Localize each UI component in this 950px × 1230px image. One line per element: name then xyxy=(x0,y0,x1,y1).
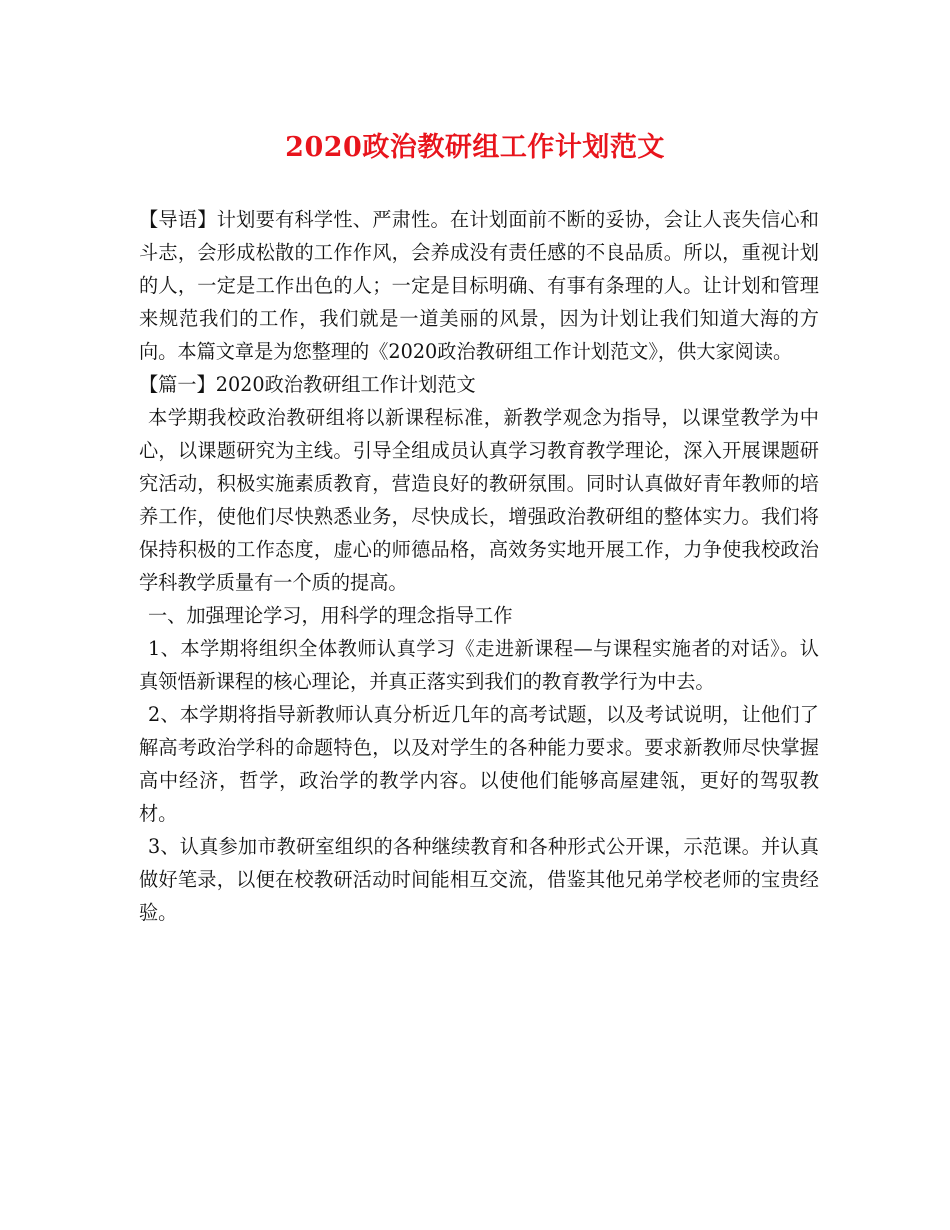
body-paragraph: 本学期我校政治教研组将以新课程标准，新教学观念为指导，以课堂教学为中心，以课题研究为主线。引导全组成员认真学习教育教学理论，深入开展课题研究活动，积极实施素质教育，营造良好的教研氛围。同时认真做好青年教师的培养工作，使他们尽快熟悉业务，尽快成长，增强政治教研组的整体实力。我们将保持积极的工作态度，虚心的师德品格，高效务实地开展工作，力争使我校政治学科教学质量有一个质的提高。 xyxy=(139,406,819,594)
document-body xyxy=(139,203,819,929)
list-item-1: 1、本学期将组织全体教师认真学习《走进新课程—与课程实施者的对话》。认真领悟新课程的核心理论，并真正落实到我们的教育教学行为中去。 xyxy=(139,637,819,693)
subsection-heading: 一、加强理论学习，用科学的理念指导工作 xyxy=(148,604,513,627)
list-item-3: 3、认真参加市教研室组织的各种继续教育和各种形式公开课，示范课。并认真做好笔录，以便在校教研活动时间能相互交流，借鉴其他兄弟学校老师的宝贵经验。 xyxy=(139,835,819,924)
list-item-2: 2、本学期将指导新教师认真分析近几年的高考试题，以及考试说明，让他们了解高考政治学科的命题特色，以及对学生的各种能力要求。要求新教师尽快掌握高中经济，哲学，政治学的教学内容。以使他们能够高屋建瓴，更好的驾驭教材。 xyxy=(139,703,819,825)
intro-paragraph: 【导语】计划要有科学性、严肃性。在计划面前不断的妥协，会让人丧失信心和斗志，会形成松散的工作作风，会养成没有责任感的不良品质。所以，重视计划的人，一定是工作出色的人；一定是目标明确、有事有条理的人。让计划和管理来规范我们的工作，我们就是一道美丽的风景，因为计划让我们知道大海的方向。本篇文章是为您整理的《2020政治教研组工作计划范文》，供大家阅读。 xyxy=(139,208,819,363)
section-heading: 【篇一】2020政治教研组工作计划范文 xyxy=(139,373,476,396)
document-title: 2020政治教研组工作计划范文 xyxy=(285,132,665,163)
